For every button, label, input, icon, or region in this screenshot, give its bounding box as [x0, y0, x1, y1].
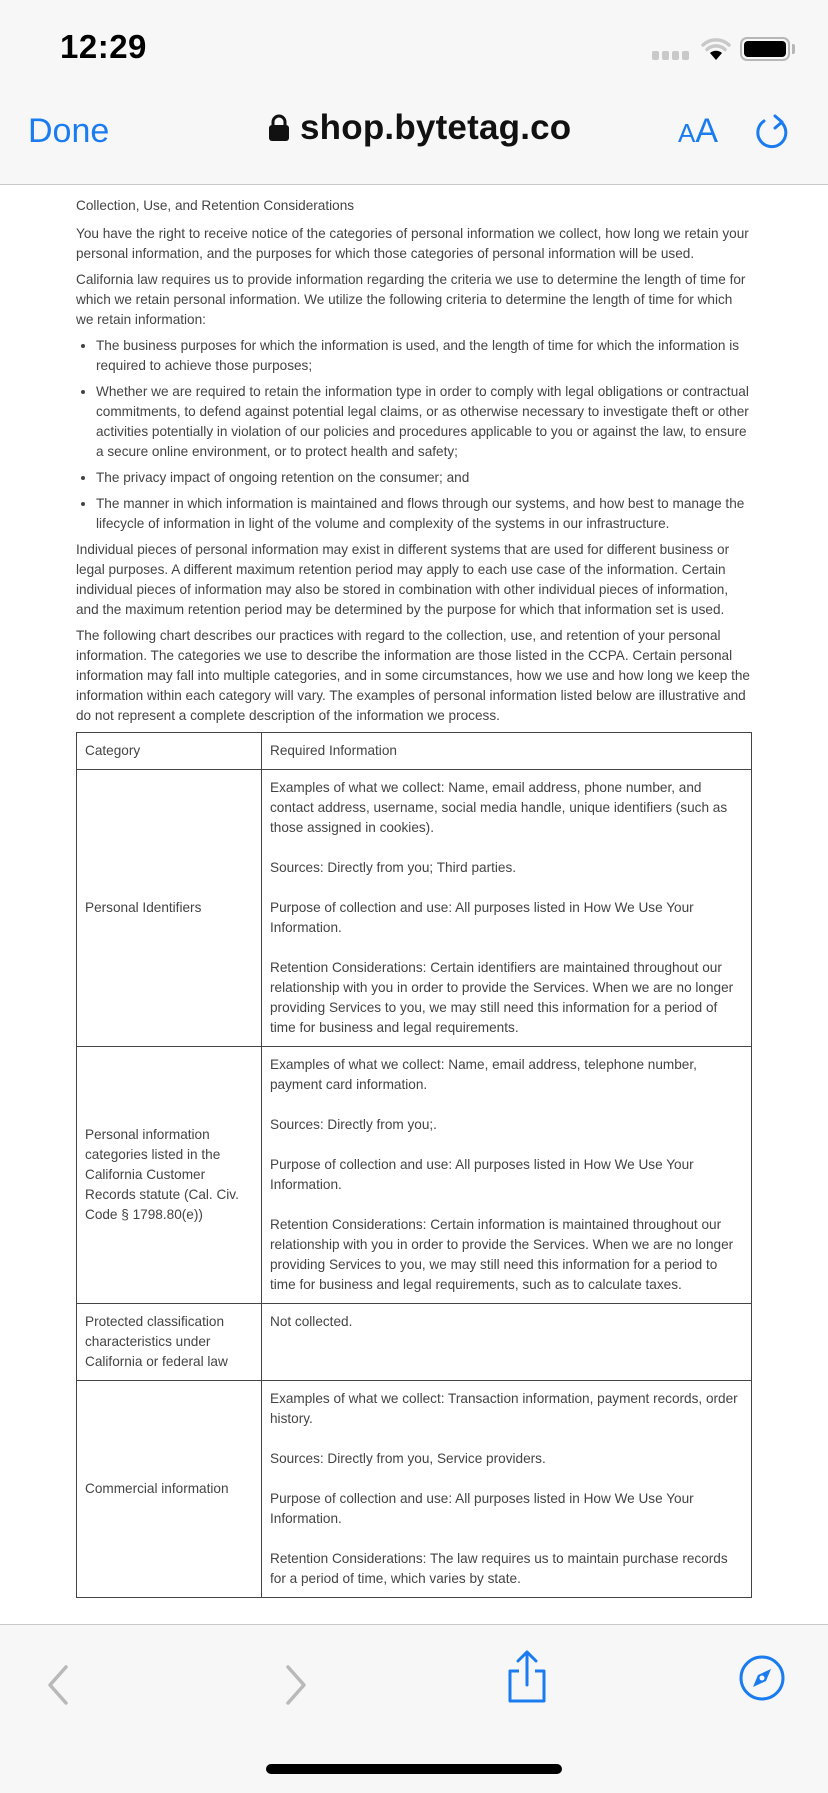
required-information-text: Examples of what we collect: Transaction information, payment records, order history.	[270, 1391, 738, 1426]
required-information-cell	[262, 770, 752, 1047]
required-information-text: Purpose of collection and use: All purposes listed in How We Use Your Information.	[270, 900, 694, 935]
required-information-text: Not collected.	[270, 1314, 353, 1329]
table-row	[77, 1304, 752, 1381]
required-information-text: Examples of what we collect: Name, email address, phone number, and contact address, username, social media handle, unique identifiers (such as those assigned in cookies).	[270, 780, 728, 835]
paragraph: You have the right to receive notice of the categories of personal information we collect, how long we retain your personal information, and the purposes for which those categories of personal information will be used.	[76, 226, 749, 261]
required-information-cell	[262, 1047, 752, 1304]
compass-icon[interactable]	[738, 1654, 786, 1702]
browser-nav-bar	[0, 96, 828, 185]
forward-icon[interactable]	[282, 1663, 310, 1707]
required-information-text: Retention Considerations: Certain identifiers are maintained throughout our relationship with you in order to provide the Services. When we are no longer providing Services to you, we may still need this information for a period of time for business and legal requirements.	[270, 960, 734, 1035]
required-information-text: Examples of what we collect: Name, email address, telephone number, payment card information.	[270, 1057, 697, 1092]
category-cell: Protected classification characteristics under California or federal law	[77, 1304, 262, 1381]
lock-icon	[268, 114, 290, 142]
required-information-cell	[262, 1381, 752, 1598]
signal-icon	[652, 51, 689, 60]
paragraph: The following chart describes our practices with regard to the collection, use, and retention of your personal information. The categories we use to describe the information are those listed in the CCPA. Certain personal information may fall into multiple categories, and in some circumstances, how we use and how long we keep the information within each category will vary. The examples of personal information listed below are illustrative and do not represent a complete description of the information we process.	[76, 628, 750, 723]
required-information-cell	[262, 1304, 752, 1381]
section-title: Collection, Use, and Retention Considerations	[76, 198, 355, 213]
required-information-text: Sources: Directly from you;.	[270, 1117, 437, 1132]
text-size-button[interactable]	[678, 112, 718, 151]
paragraph: Individual pieces of personal information may exist in different systems that are used for different business or legal purposes. A different maximum retention period may apply to each use case of the information. Certain individual pieces of information may also be stored in combination with other individual pieces of information, and the maximum retention period may be determined by the purpose for which that information set is used.	[76, 542, 730, 617]
category-cell: Personal information categories listed in the California Customer Records statute (Cal. Civ. Code § 1798.80(e))	[77, 1047, 262, 1304]
table-header-row	[77, 733, 752, 770]
table-body	[77, 770, 752, 1598]
table-row	[77, 1047, 752, 1304]
required-information-text: Sources: Directly from you, Service providers.	[270, 1451, 546, 1466]
text-size-label-large: A	[695, 112, 719, 150]
required-information-text: Retention Considerations: Certain information is maintained throughout our relationship with you in order to provide the Services. When we are no longer providing Services to you, we may still need this information for a period to time for business and legal requirements, such as to calculate taxes.	[270, 1217, 734, 1292]
table-row	[77, 770, 752, 1047]
back-icon[interactable]	[44, 1663, 72, 1707]
ccpa-table	[76, 732, 752, 1598]
criteria-list	[76, 336, 752, 534]
category-cell: Personal Identifiers	[77, 770, 262, 1047]
required-information-text: Purpose of collection and use: All purposes listed in How We Use Your Information.	[270, 1491, 694, 1526]
list-item: • The privacy impact of ongoing retention on the consumer; and	[96, 468, 752, 488]
category-cell: Commercial information	[77, 1381, 262, 1598]
header-required-information: Required Information	[262, 733, 752, 770]
required-information-text: Sources: Directly from you; Third parties.	[270, 860, 517, 875]
done-button[interactable]: Done	[28, 112, 110, 150]
required-information-text: Purpose of collection and use: All purposes listed in How We Use Your Information.	[270, 1157, 694, 1192]
list-item: • The manner in which information is maintained and flows through our systems, and how best to manage the lifecycle of information in light of the volume and complexity of the systems in our infrastructure.	[96, 494, 752, 534]
text-size-label-small: A	[678, 118, 696, 148]
list-item: • The business purposes for which the information is used, and the length of time for which the information is required to achieve those purposes;	[96, 336, 752, 376]
url-text: shop.bytetag.co	[300, 108, 572, 147]
paragraph: California law requires us to provide information regarding the criteria we use to determine the length of time for which we retain personal information. We utilize the following criteria to determine the length of time for which we retain information:	[76, 272, 746, 327]
share-icon[interactable]	[505, 1649, 549, 1705]
required-information-text: Retention Considerations: The law requires us to maintain purchase records for a period of time, which varies by state.	[270, 1551, 728, 1586]
status-time: 12:29	[60, 28, 147, 65]
reload-icon[interactable]	[755, 114, 791, 152]
header-category: Category	[77, 733, 262, 770]
table-row	[77, 1381, 752, 1598]
list-item: • Whether we are required to retain the information type in order to comply with legal obligations or contractual commitments, to defend against potential legal claims, or as otherwise necessary to investigate theft or other activities potentially in violation of our policies and procedures applicable to you or against the law, to ensure a secure online environment, or to protect health and safety;	[96, 382, 752, 462]
address-bar[interactable]	[268, 108, 571, 148]
wifi-icon	[700, 36, 732, 62]
page-content	[76, 184, 752, 1624]
home-indicator	[266, 1764, 562, 1774]
battery-icon	[740, 37, 790, 61]
status-bar	[0, 0, 828, 96]
